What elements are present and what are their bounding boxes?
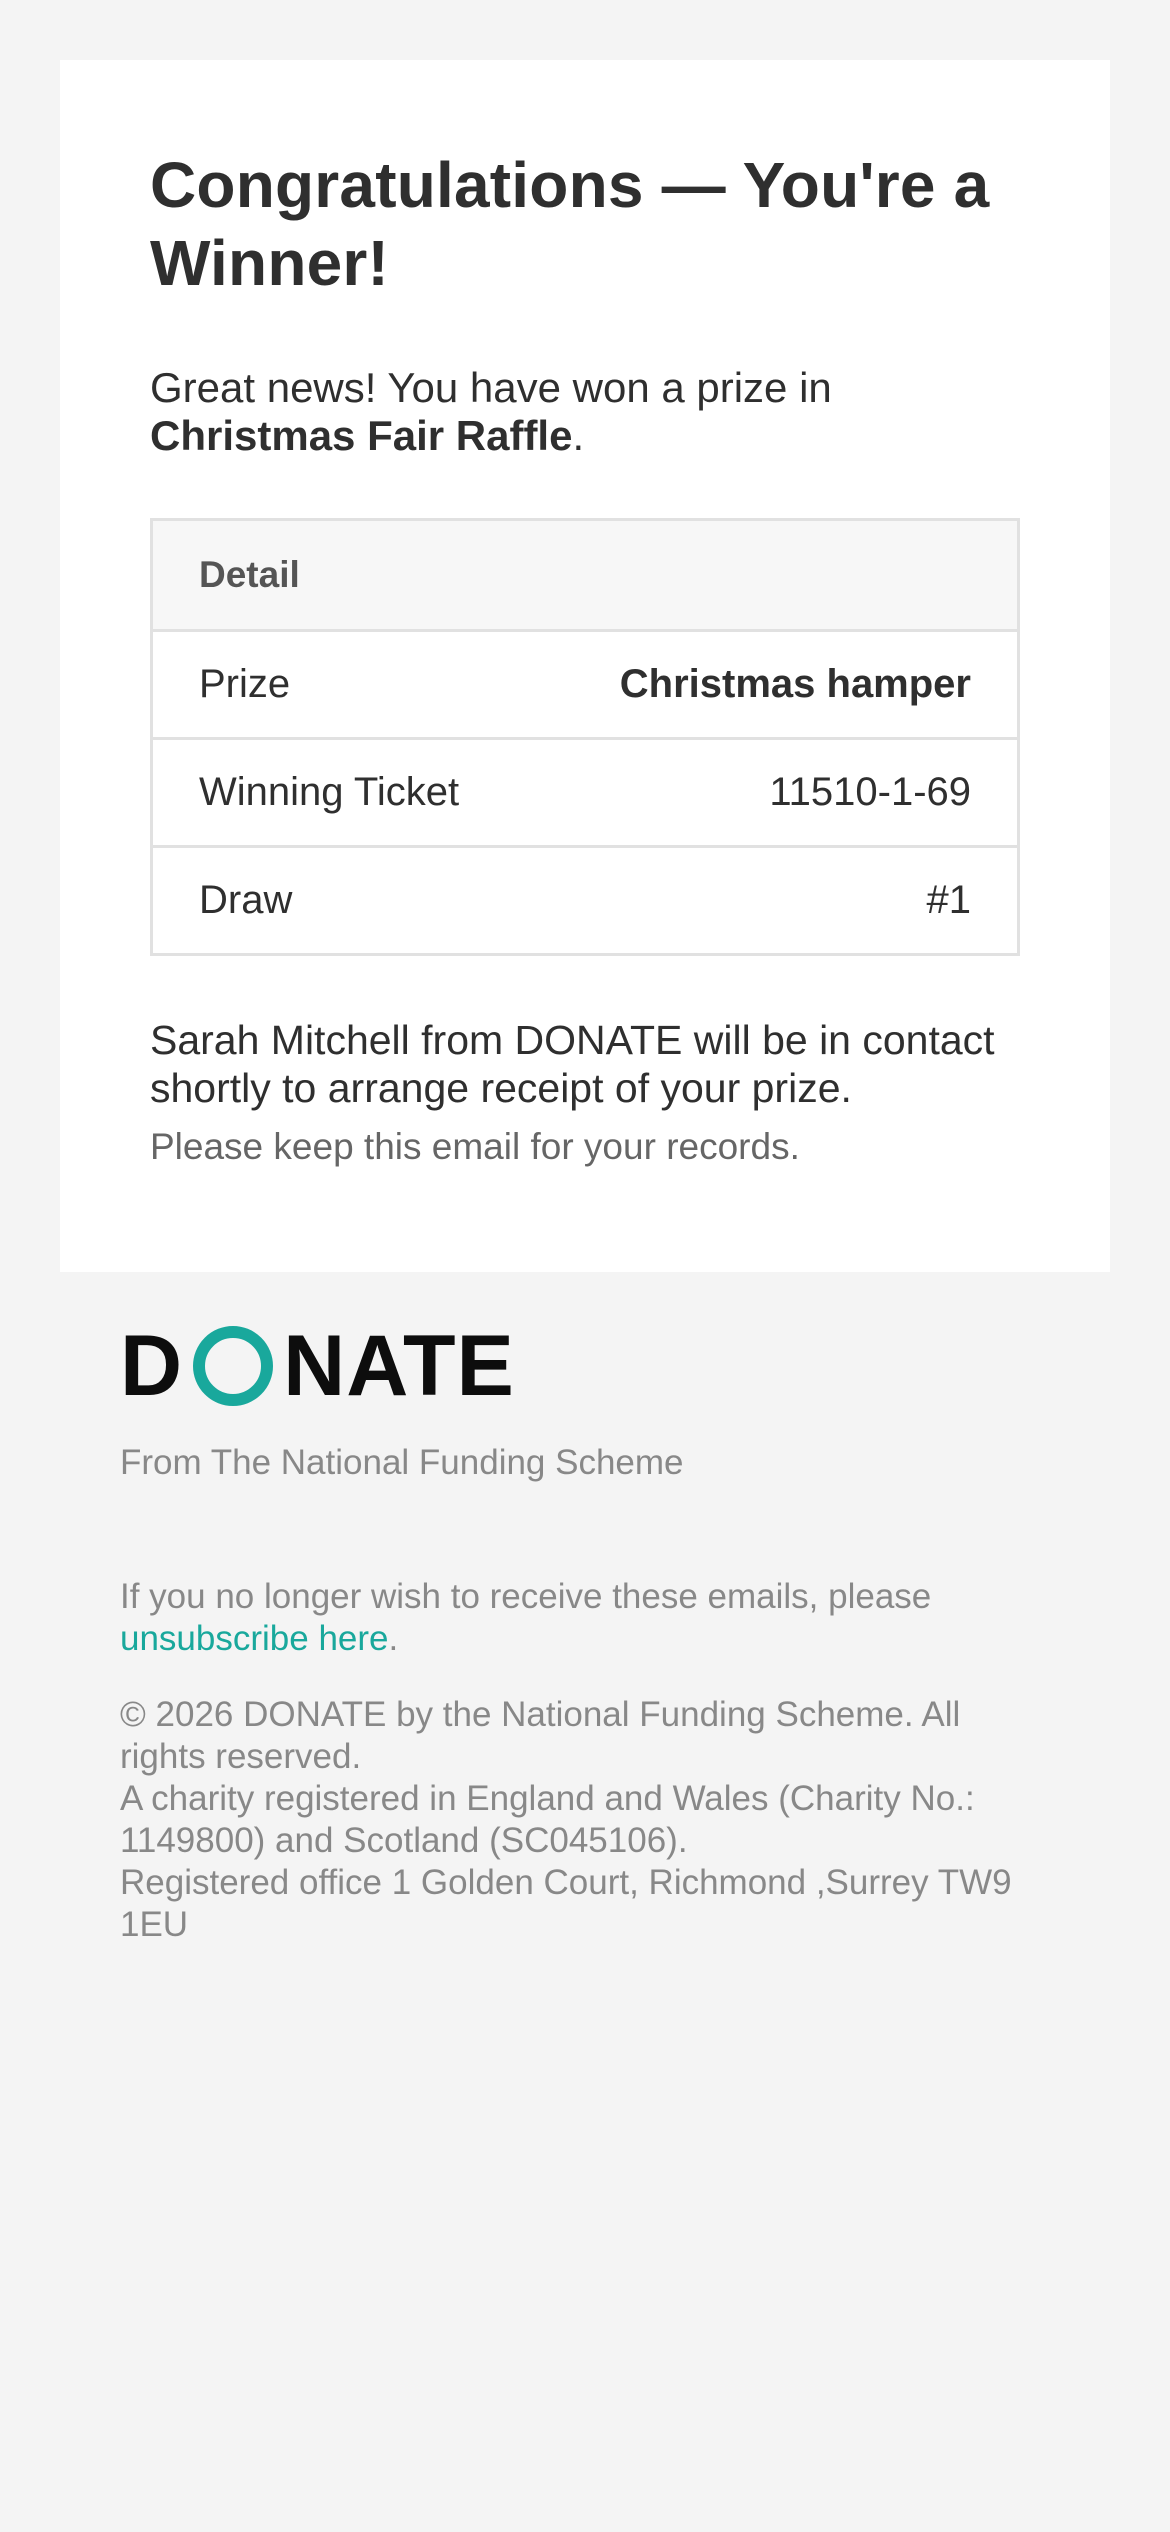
- unsubscribe-prefix: If you no longer wish to receive these emails, please: [120, 1577, 932, 1616]
- row-label-draw: Draw: [199, 878, 293, 922]
- donate-logo: [120, 1318, 1050, 1414]
- table-row: [153, 737, 1017, 845]
- copyright-text: © 2026 DONATE by the National Funding Scheme. All rights reserved.: [120, 1695, 961, 1776]
- prize-details-table: [150, 518, 1020, 956]
- table-row: [153, 845, 1017, 953]
- intro-suffix: .: [572, 412, 585, 459]
- intro-prefix: Great news! You have won a prize in: [150, 364, 832, 411]
- keep-records-text: Please keep this email for your records.: [150, 1126, 800, 1167]
- row-value-prize: Christmas hamper: [619, 662, 971, 706]
- contact-text: Sarah Mitchell from DONATE will be in contact shortly to arrange receipt of your prize.: [150, 1017, 995, 1111]
- intro-text: [150, 364, 1020, 460]
- logo-ring-icon: [193, 1326, 273, 1406]
- logo-letters-nate: NATE: [283, 1318, 515, 1414]
- row-value-draw: #1: [926, 878, 971, 922]
- row-label-ticket: Winning Ticket: [199, 770, 460, 814]
- row-value-ticket: 11510-1-69: [769, 770, 971, 814]
- logo-letter-d: D: [120, 1318, 184, 1414]
- raffle-name: Christmas Fair Raffle: [150, 412, 573, 459]
- footer: [120, 1318, 1050, 1946]
- legal-text: [120, 1694, 1050, 1946]
- office-address-text: Registered office 1 Golden Court, Richmond ,Surrey TW9 1EU: [120, 1863, 1012, 1944]
- unsubscribe-text: [120, 1576, 1050, 1660]
- table-header-label: Detail: [199, 554, 300, 595]
- charity-text: A charity registered in England and Wales (Charity No.: 1149800) and Scotland (SC045106).: [120, 1779, 975, 1860]
- table-header: [153, 521, 1017, 629]
- unsubscribe-link[interactable]: unsubscribe here: [120, 1619, 389, 1658]
- row-label-prize: Prize: [199, 662, 291, 706]
- footer-tagline: From The National Funding Scheme: [120, 1443, 684, 1482]
- unsubscribe-suffix: .: [388, 1619, 399, 1658]
- email-card: [60, 60, 1110, 1272]
- table-row: [153, 629, 1017, 737]
- page-title: Congratulations — You're a Winner!: [150, 149, 990, 299]
